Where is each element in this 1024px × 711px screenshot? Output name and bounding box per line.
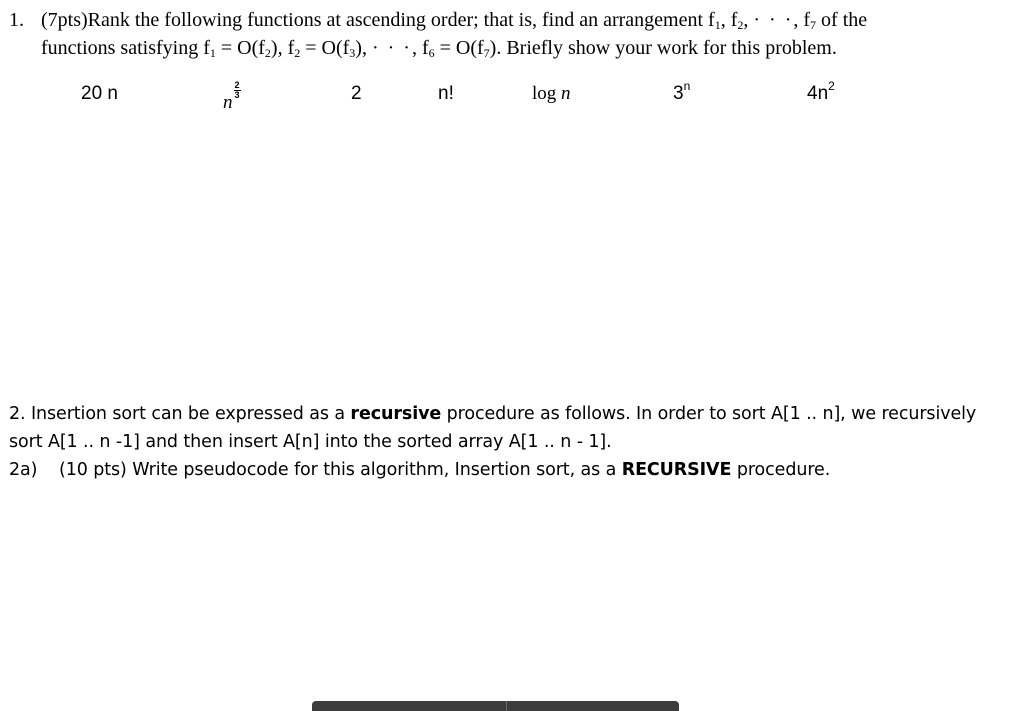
function-20n: 20 n — [81, 83, 118, 104]
function-n-factorial: n! — [438, 83, 454, 104]
bottom-toolbar[interactable] — [312, 701, 679, 711]
question-2-intro-line-1: 2. Insertion sort can be expressed as a recursive procedure as follows. In order to sort A[1 .. n], we recursively — [9, 404, 977, 424]
question-1 — [9, 6, 1009, 62]
function-3-to-n: 3$^n$ — [673, 79, 691, 104]
question-2a: 2a) (10 pts) Write pseudocode for this algorithm, Insertion sort, as a RECURSIVE procedure. — [9, 456, 1014, 484]
question-2a-label: 2a) — [9, 460, 38, 480]
question-1-number: 1. — [9, 9, 24, 31]
question-1-line-1: 1. (7pts)Rank the following functions at ascending order; that is, find an arrangement $f_1$, $f_2$, · · ·, $f_7$ of the — [9, 6, 1009, 34]
question-1-line-2: functions satisfying $f_1 = O(f_2)$, $f_2 = O(f_3)$, · · ·, $f_6 = O(f_7)$. Briefly show your work for this problem. — [41, 37, 837, 60]
fraction-exponent: $\frac{2}{3}$ — [234, 80, 240, 100]
question-2 — [9, 400, 1014, 484]
function-4n-squared: $4n^2$ — [807, 79, 835, 104]
function-log-n: log n — [532, 83, 571, 104]
function-constant-2: 2 — [351, 83, 362, 104]
question-2-intro-line-2: sort A[1 .. n -1] and then insert A[n] into the sorted array A[1 .. n - 1]. — [9, 432, 612, 452]
toolbar-divider — [506, 701, 507, 711]
function-n-two-thirds: $n\frac{2}{3}$ — [223, 80, 240, 113]
